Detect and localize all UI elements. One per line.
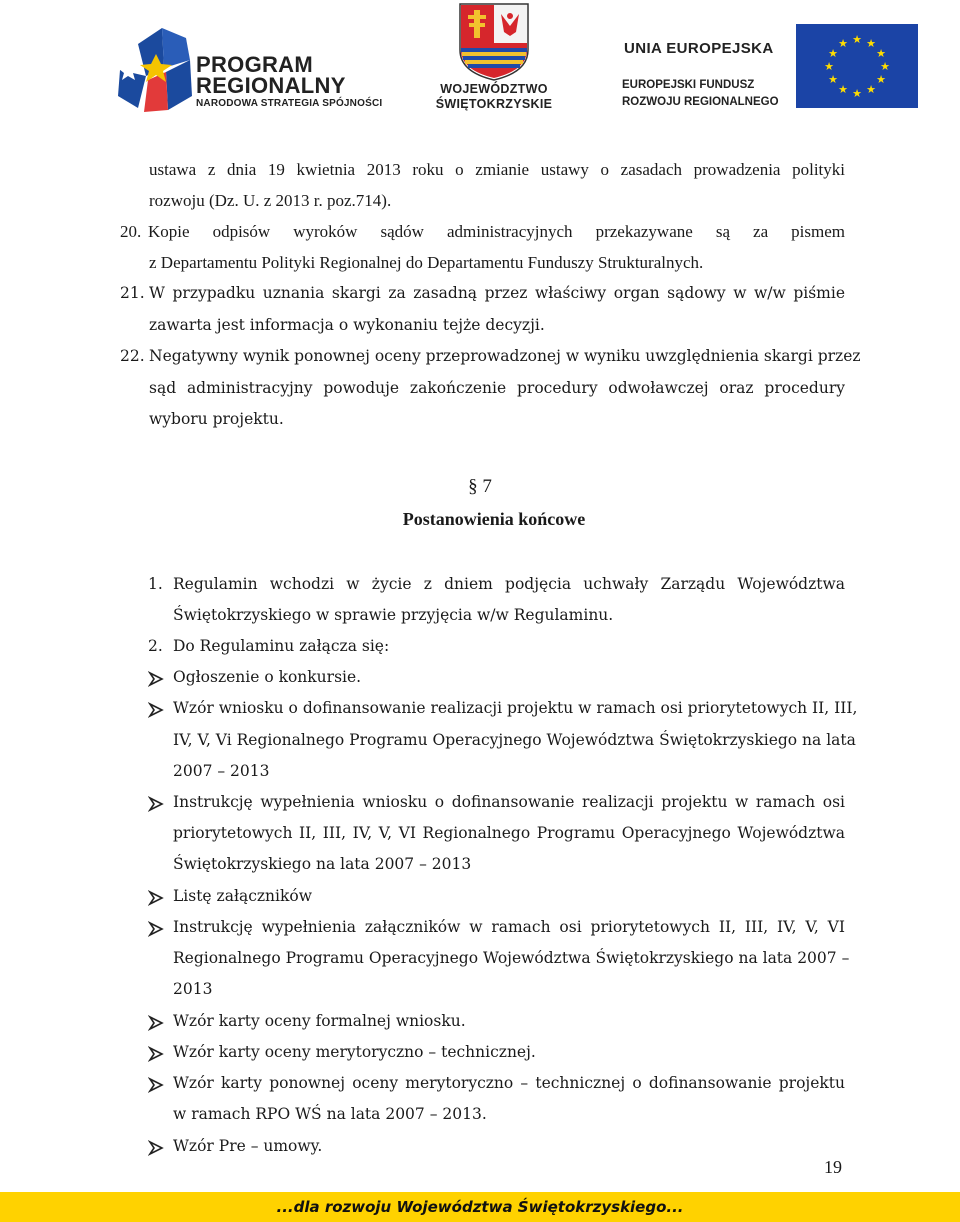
svg-text:★: ★: [876, 73, 886, 86]
final-item-number-1: 1.: [148, 575, 163, 593]
arrow-bullet-icon: [148, 702, 164, 718]
page-number: 19: [824, 1157, 842, 1177]
attachment-5-line-3: 2013: [173, 980, 213, 998]
item-22-line-3: wyboru projektu.: [149, 410, 284, 428]
item-number-21: 21.: [120, 284, 145, 302]
arrow-bullet-icon: [148, 1140, 164, 1156]
continuation-line-2: rozwoju (Dz. U. z 2013 r. poz.714).: [149, 191, 392, 210]
attachment-4-line-1: Listę załączników: [173, 887, 312, 905]
arrow-bullet-icon: [148, 671, 164, 687]
attachment-2-line-1: Wzór wniosku o dofinansowanie realizacji projektu w ramach osi priorytetowych II, III,: [173, 699, 858, 717]
arrow-bullet-icon: [148, 1077, 164, 1093]
final-item-number-2: 2.: [148, 637, 163, 655]
svg-text:★: ★: [866, 83, 876, 96]
item-22-line-1: Negatywny wynik ponownej oceny przeprowadzonej w wyniku uwzględnienia skargi przez: [149, 347, 861, 365]
program-title-line-1: PROGRAM: [196, 52, 313, 77]
eu-title: UNIA EUROPEJSKA: [624, 40, 774, 57]
attachment-5-line-2: Regionalnego Programu Operacyjnego Województwa Świętokrzyskiego na lata 2007 –: [173, 949, 850, 967]
attachment-7-line-1: Wzór karty oceny merytoryczno – technicznej.: [173, 1043, 536, 1061]
page-footer: [0, 1192, 960, 1222]
attachment-2-line-2: IV, V, Vi Regionalnego Programu Operacyjnego Województwa Świętokrzyskiego na lata: [173, 731, 856, 749]
final-item-1-line-1: Regulamin wchodzi w życie z dniem podjęcia uchwały Zarządu Województwa: [173, 575, 845, 593]
eu-fund-line-1: EUROPEJSKI FUNDUSZ: [622, 79, 755, 91]
arrow-bullet-icon: [148, 796, 164, 812]
attachment-5-line-1: Instrukcję wypełnienia załączników w ramach osi priorytetowych II, III, IV, V, VI: [173, 918, 845, 936]
svg-text:★: ★: [828, 47, 838, 60]
final-item-2-line-1: Do Regulaminu załącza się:: [173, 637, 390, 655]
item-20-line-2: z Departamentu Polityki Regionalnej do Departamentu Funduszy Strukturalnych.: [149, 253, 704, 272]
attachment-3-line-2: priorytetowych II, III, IV, V, VI Regionalnego Programu Operacyjnego Województwa: [173, 824, 845, 842]
svg-text:★: ★: [828, 73, 838, 86]
voivodeship-coat-of-arms: [454, 2, 534, 82]
svg-text:★: ★: [838, 37, 848, 50]
item-22-line-2: sąd administracyjny powoduje zakończenie procedury odwoławczej oraz procedury: [149, 379, 845, 397]
arrow-bullet-icon: [148, 1015, 164, 1031]
item-20-line-1: Kopie odpisów wyroków sądów administracyjnych przekazywane są za pismem: [148, 222, 845, 241]
section-title: Postanowienia końcowe: [402, 509, 586, 529]
final-item-1-line-2: Świętokrzyskiego w sprawie przyjęcia w/w Regulaminu.: [173, 606, 614, 624]
attachment-1-line-1: Ogłoszenie o konkursie.: [173, 668, 362, 686]
item-21-line-2: zawarta jest informacja o wykonaniu tejże decyzji.: [149, 316, 545, 334]
attachment-9-line-1: Wzór Pre – umowy.: [173, 1137, 323, 1155]
svg-text:★: ★: [852, 87, 862, 100]
svg-text:★: ★: [852, 33, 862, 46]
item-number-20: 20.: [120, 222, 142, 241]
arrow-bullet-icon: [148, 1046, 164, 1062]
continuation-line-1: ustawa z dnia 19 kwietnia 2013 roku o zmianie ustawy o zasadach prowadzenia polityki: [149, 160, 845, 179]
attachment-3-line-1: Instrukcję wypełnienia wniosku o dofinansowanie realizacji projektu w ramach osi: [173, 793, 845, 811]
eu-flag: [796, 24, 918, 108]
section-symbol: § 7: [468, 476, 492, 497]
svg-text:★: ★: [880, 60, 890, 73]
attachment-8-line-2: w ramach RPO WŚ na lata 2007 – 2013.: [173, 1105, 487, 1123]
arrow-bullet-icon: [148, 921, 164, 937]
svg-text:★: ★: [866, 37, 876, 50]
attachment-8-line-1: Wzór karty ponownej oceny merytoryczno – technicznej o dofinansowanie projektu: [173, 1074, 845, 1092]
program-title-line-2: REGIONALNY: [196, 73, 346, 98]
footer-slogan: ...dla rozwoju Województwa Świętokrzyskiego...: [276, 1198, 684, 1216]
svg-text:★: ★: [876, 47, 886, 60]
voivodeship-name-line-2: ŚWIĘTOKRZYSKIE: [435, 97, 553, 111]
item-21-line-1: W przypadku uznania skargi za zasadną przez właściwy organ sądowy w w/w piśmie: [149, 284, 845, 302]
voivodeship-name-line-1: WOJEWÓDZTWO: [440, 82, 548, 96]
eu-fund-line-2: ROZWOJU REGIONALNEGO: [622, 96, 779, 108]
attachment-3-line-3: Świętokrzyskiego na lata 2007 – 2013: [173, 855, 472, 873]
svg-text:★: ★: [838, 83, 848, 96]
arrow-bullet-icon: [148, 890, 164, 906]
svg-text:★: ★: [824, 60, 834, 73]
page-header: [0, 0, 960, 118]
attachment-2-line-3: 2007 – 2013: [173, 762, 270, 780]
program-subtitle: NARODOWA STRATEGIA SPÓJNOŚCI: [196, 98, 383, 109]
item-number-22: 22.: [120, 347, 145, 365]
attachment-6-line-1: Wzór karty oceny formalnej wniosku.: [173, 1012, 466, 1030]
